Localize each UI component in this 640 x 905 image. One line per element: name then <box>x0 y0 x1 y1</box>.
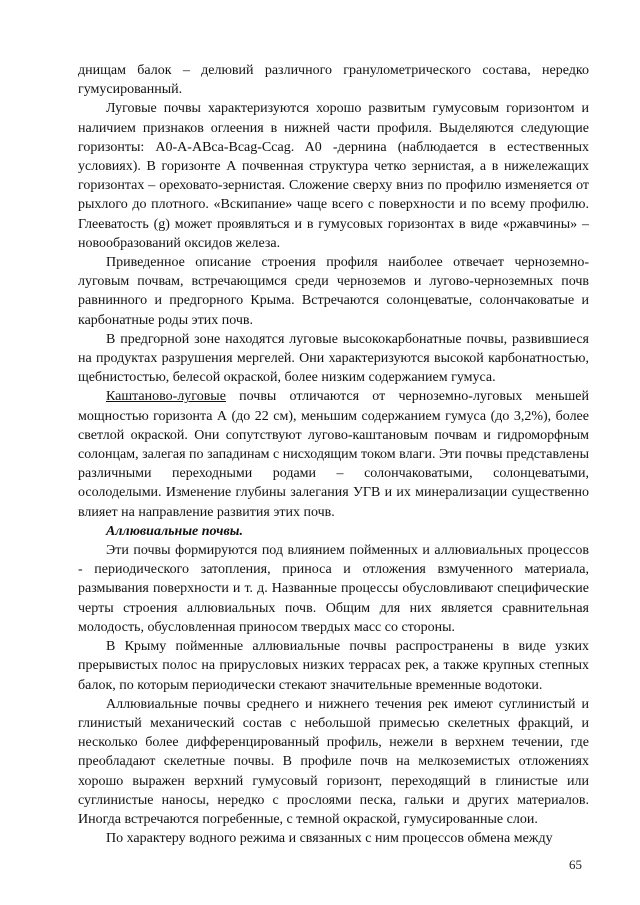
paragraph-water-regime: По характеру водного режима и связанных с ним процессов обмена между <box>106 831 553 847</box>
chestnut-meadow-text: почвы отличаются от черноземно-луговых меньшей мощностью горизонта А (до 22 см), меньшим содержанием гумуса (до 3,2%), более светлой окраской. Они сопутствуют лугово-каштановым почвам и гидроморфным солонцам, залегая по западинам с нисходящим током влаги. Эти почвы представлены различными переходными родами – солончаковатыми, солонцеватыми, осолоделыми. Изменение глубины залегания УГВ и их минерализации существенно влияет на направление развития этих почв. <box>78 389 589 520</box>
page-body <box>78 61 589 848</box>
section-heading-alluvial: Аллювиальные почвы. <box>106 523 243 539</box>
paragraph-crimea-floodplain: В Крыму пойменные аллювиальные почвы распространены в виде узких прерывистых полос на прирусловых низких террасах рек, а также крупных степных балок, по которым периодически стекают значительные временные водотоки. <box>78 639 589 693</box>
paragraph-meadow-soils: Луговые почвы характеризуются хорошо развитым гумусовым горизонтом и наличием признаков оглеения в нижней части профиля. Выделяются следующие горизонты: A0-A-ABca-Bcag-Ccag. A0 -дернина (наблюдается в естественных условиях). В горизонте А почвенная структура четко зернистая, а в нижележащих горизонтах – ореховато-зернистая. Сложение сверху вниз по профилю изменяется от рыхлого до плотного. «Вскипание» чаще всего с поверхности и по всему профилю. Глееватость (g) может проявляться и в гумусовых горизонтах в виде «ржавчины» – новообразований оксидов железа. <box>78 101 589 251</box>
paragraph-chernozem-meadow: Приведенное описание строения профиля наиболее отвечает черноземно-луговым почвам, встречающимся среди черноземов и лугово-черноземных почв равнинного и предгорного Крыма. Встречаются солонцеватые, солончаковатые и карбонатные роды этих почв. <box>78 255 589 328</box>
paragraph-river-course: Аллювиальные почвы среднего и нижнего течения рек имеют суглинистый и глинистый механический состав с небольшой примесью скелетных фракций, и несколько более дифференцированный профиль, нежели в верхнем течении, где преобладают скелетные почвы. В профиле почв на мелкоземистых отложениях хорошо выражен верхний гумусовый горизонт, переходящий в глинистые или суглинистые наносы, нередко с прослоями песка, гальки и других материалов. Иногда встречаются погребенные, с темной окраской, гумусированные слои. <box>78 696 589 827</box>
paragraph-alluvial-formation: Эти почвы формируются под влиянием пойменных и аллювиальных процессов - периодического затопления, приноса и отложения взмученного материала, размывания поверхности и т. д. Названные процессы обусловливают специфические черты строения аллювиальных почв. Общим для них является сравнительная молодость, обусловленная приносом твердых масс со стороны. <box>78 543 589 635</box>
paragraph-foothill-zone: В предгорной зоне находятся луговые высококарбонатные почвы, развившиеся на продуктах разрушения мергелей. Они характеризуются высокой карбонатностью, щебнистостью, белесой окраской, более низким содержанием гумуса. <box>78 331 589 386</box>
term-chestnut-meadow: Каштаново-луговые <box>106 389 226 405</box>
page-number: 65 <box>569 857 582 872</box>
paragraph-continuation: днищам балок – делювий различного гранулометрического состава, нередко гумусированный. <box>78 63 589 98</box>
paragraph-chestnut-meadow <box>78 387 589 521</box>
